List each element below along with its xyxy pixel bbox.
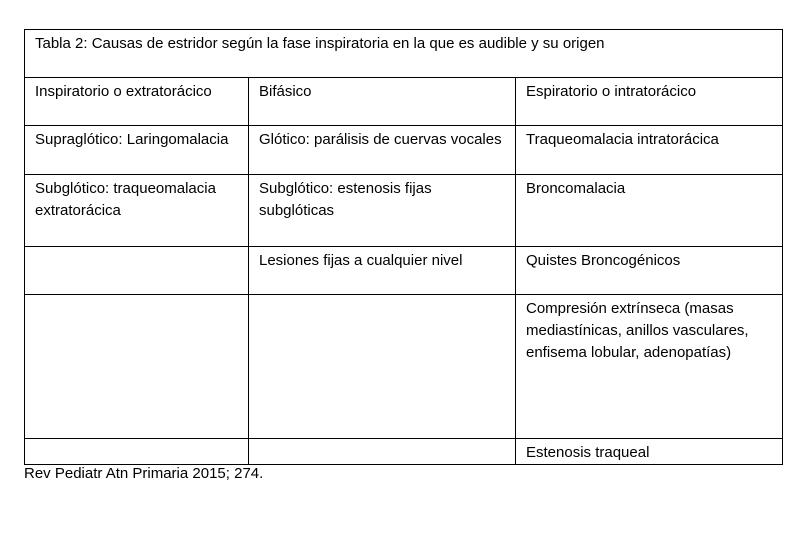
table-cell (249, 295, 516, 439)
table-cell: Glótico: parálisis de cuervas vocales (249, 126, 516, 175)
table-cell: Supraglótico: Laringomalacia (25, 126, 249, 175)
header-inspiratorio: Inspiratorio o extratorácico (25, 78, 249, 126)
table-cell: Quistes Broncogénicos (516, 247, 783, 295)
table-caption: Tabla 2: Causas de estridor según la fase inspiratoria en la que es audible y su origen (25, 30, 783, 78)
header-espiratorio: Espiratorio o intratorácico (516, 78, 783, 126)
table-row (25, 247, 783, 295)
table-cell: Lesiones fijas a cualquier nivel (249, 247, 516, 295)
table-cell: Broncomalacia (516, 175, 783, 247)
table-cell: Compresión extrínseca (masas mediastínicas, anillos vasculares, enfisema lobular, adenopatías) (516, 295, 783, 439)
table-cell: Estenosis traqueal (516, 439, 783, 465)
table-cell: Subglótico: traqueomalacia extratorácica (25, 175, 249, 247)
table-row (25, 295, 783, 439)
table-header-row (25, 78, 783, 126)
table-row (25, 439, 783, 465)
stridor-causes-table (24, 29, 783, 465)
source-citation: Rev Pediatr Atn Primaria 2015; 274. (24, 465, 264, 482)
table-cell (249, 439, 516, 465)
table-cell: Traqueomalacia intratorácica (516, 126, 783, 175)
table-row (25, 175, 783, 247)
table-row (25, 126, 783, 175)
table-cell (25, 295, 249, 439)
header-bifasico: Bifásico (249, 78, 516, 126)
table-cell (25, 247, 249, 295)
table-cell: Subglótico: estenosis fijas subglóticas (249, 175, 516, 247)
table-cell (25, 439, 249, 465)
table-caption-row (25, 30, 783, 78)
